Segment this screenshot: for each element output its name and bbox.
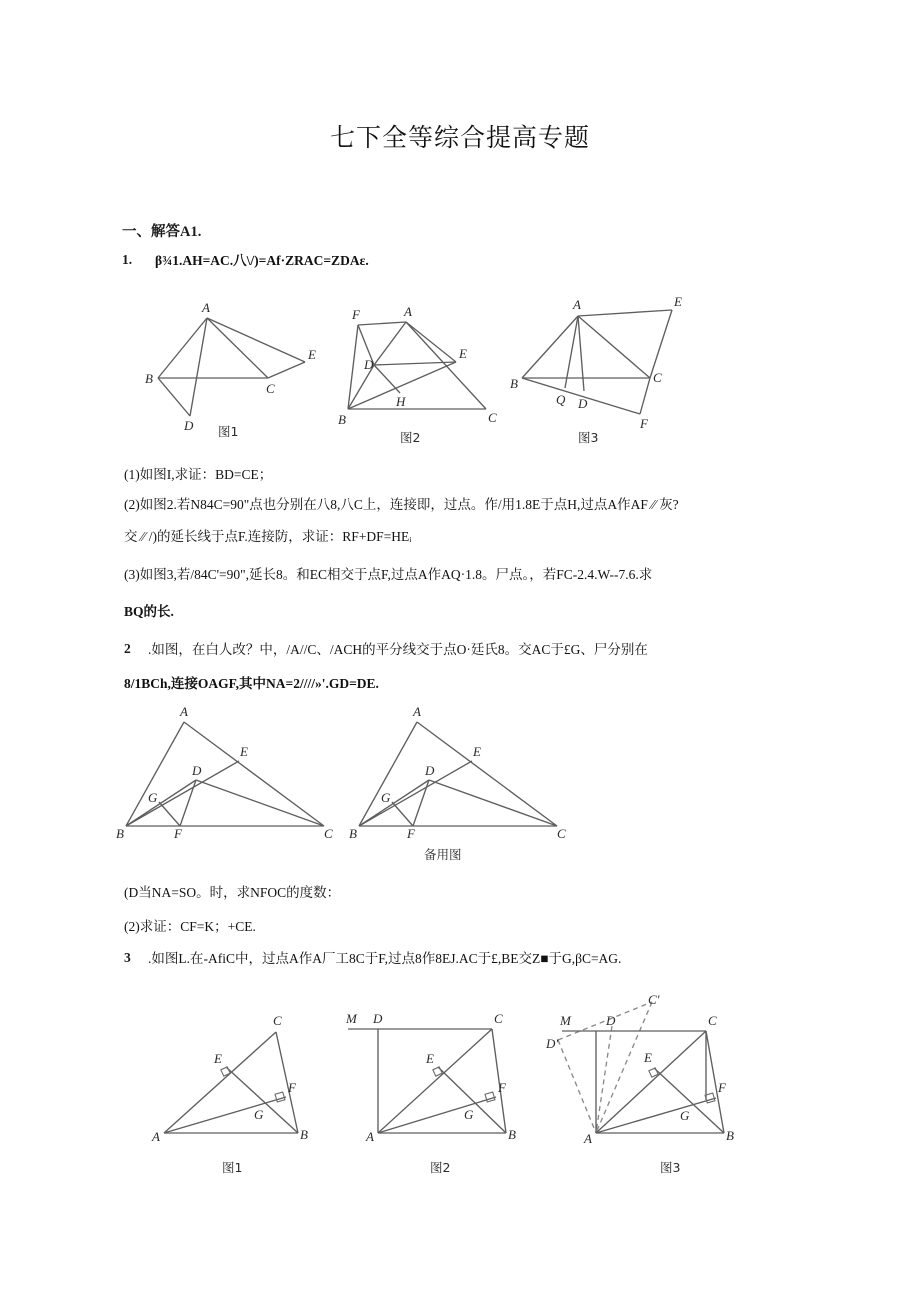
vertex-label-D: D — [192, 763, 202, 778]
vertex-label-C-prime: C' — [648, 992, 660, 1007]
vertex-label-B: B — [510, 376, 518, 391]
vertex-label-D: D — [373, 1011, 383, 1026]
vertex-label-E: E — [240, 744, 248, 759]
vertex-label-F: F — [407, 826, 415, 841]
vertex-label-Q: Q — [556, 392, 566, 407]
vertex-label-E: E — [214, 1051, 222, 1066]
vertex-label-E: E — [426, 1051, 434, 1066]
problem-1-stem: β¾1.AH=AC.⼋\/)=Af·ZRAC=ZDAε. — [155, 253, 369, 268]
vertex-label-C: C — [653, 370, 662, 385]
problem-2-part-2: (2)求证：CF=K；+CE. — [124, 919, 256, 934]
figure-1-1-caption: 图1 — [218, 424, 239, 439]
vertex-label-F: F — [640, 416, 648, 431]
vertex-label-B: B — [508, 1127, 516, 1142]
figure-3-2-caption: 图2 — [430, 1160, 451, 1175]
vertex-label-G: G — [381, 790, 391, 805]
vertex-label-D: D — [184, 418, 194, 433]
vertex-label-C: C — [324, 826, 333, 841]
section-heading: 一、解答A1. — [122, 224, 202, 240]
problem-1-part-3-cont: BQ的长. — [124, 604, 174, 619]
vertex-label-A: A — [404, 304, 412, 319]
problem-1-part-2: (2)如图2.若N84C=90"点也分别在⼋8,⼋C上，连接即，过点。作/用1.8E于点H,过点A作AF ⁄⁄ 灰? — [124, 497, 679, 512]
figure-1-3 — [500, 292, 700, 432]
vertex-label-G: G — [680, 1108, 690, 1123]
problem-1-part-1: (1)如图I,求证：BD=CE； — [124, 467, 273, 482]
vertex-label-A: A — [152, 1129, 160, 1144]
vertex-label-A: A — [202, 300, 210, 315]
vertex-label-G: G — [254, 1107, 264, 1122]
vertex-label-C: C — [273, 1013, 282, 1028]
figure-3-1 — [148, 1005, 328, 1155]
problem-1-part-3: (3)如图3,若/84C'=90",延长8。和EC相交于点F,过点A作AQ·1.8。尸点。，若FC-2.4.W--7.6.求 — [124, 567, 653, 582]
problem-1-number: 1. — [122, 252, 133, 267]
vertex-label-B: B — [349, 826, 357, 841]
figure-2-1 — [112, 704, 352, 841]
vertex-label-D: D — [606, 1013, 616, 1028]
vertex-label-C: C — [557, 826, 566, 841]
vertex-label-F: F — [352, 307, 360, 322]
figure-1-3-caption: 图3 — [578, 430, 599, 445]
vertex-label-F: F — [498, 1080, 506, 1095]
vertex-label-E: E — [459, 346, 467, 361]
vertex-label-D: D — [578, 396, 588, 411]
vertex-label-A: A — [584, 1131, 592, 1146]
vertex-label-F: F — [174, 826, 182, 841]
vertex-label-C: C — [494, 1011, 503, 1026]
vertex-label-B: B — [338, 412, 346, 427]
vertex-label-G: G — [464, 1107, 474, 1122]
vertex-label-D: D — [425, 763, 435, 778]
vertex-label-A: A — [180, 704, 188, 719]
vertex-label-A: A — [366, 1129, 374, 1144]
vertex-label-M: M — [560, 1013, 571, 1028]
vertex-label-H: H — [396, 394, 406, 409]
figure-3-2 — [346, 1005, 536, 1155]
problem-3-number: 3 — [124, 950, 131, 965]
vertex-label-B: B — [145, 371, 153, 386]
figure-3-3-caption: 图3 — [660, 1160, 681, 1175]
vertex-label-E: E — [644, 1050, 652, 1065]
problem-3-stem: .如图L.在-AfiC中，过点A作A⼚工8C于F,过点8作8EJ.AC于£,BE交Z■于G,βC=AG. — [148, 951, 622, 966]
problem-2-number: 2 — [124, 641, 131, 656]
figure-1-2-caption: 图2 — [400, 430, 421, 445]
vertex-label-E: E — [473, 744, 481, 759]
figure-2-2-caption: 备用图 — [424, 847, 462, 862]
problem-2-stem-line-2: 8/1BCh,连接OAGF,其中NA=2////»'.GD=DE. — [124, 676, 379, 691]
figure-3-3 — [546, 992, 768, 1158]
vertex-label-C: C — [708, 1013, 717, 1028]
problem-1-part-2-cont: 交 ⁄⁄ /)的延长线于点F.连接防，求证：RF+DF=HEᵢ — [124, 529, 412, 544]
vertex-label-F: F — [288, 1080, 296, 1095]
vertex-label-B: B — [116, 826, 124, 841]
page-title: 七下全等综合提高专题 — [329, 123, 590, 152]
vertex-label-C: C — [488, 410, 497, 425]
vertex-label-A: A — [573, 297, 581, 312]
vertex-label-C: C — [266, 381, 275, 396]
figure-3-1-caption: 图1 — [222, 1160, 243, 1175]
problem-2-part-1: (D当NA=SO。时，求NFOC的度数： — [124, 885, 341, 900]
vertex-label-A: A — [413, 704, 421, 719]
vertex-label-D-prime: D' — [546, 1036, 559, 1051]
vertex-label-B: B — [726, 1128, 734, 1143]
vertex-label-G: G — [148, 790, 158, 805]
figure-2-2 — [345, 704, 585, 841]
vertex-label-F: F — [718, 1080, 726, 1095]
vertex-label-M: M — [346, 1011, 357, 1026]
problem-2-stem-line-1: .如图，在白人改？中，/A//C、/ACH的平分线交于点O·廷氏8。交AC于£G、尸分别在 — [148, 642, 648, 657]
vertex-label-B: B — [300, 1127, 308, 1142]
vertex-label-E: E — [674, 294, 682, 309]
vertex-label-E: E — [308, 347, 316, 362]
vertex-label-D: D — [364, 357, 374, 372]
